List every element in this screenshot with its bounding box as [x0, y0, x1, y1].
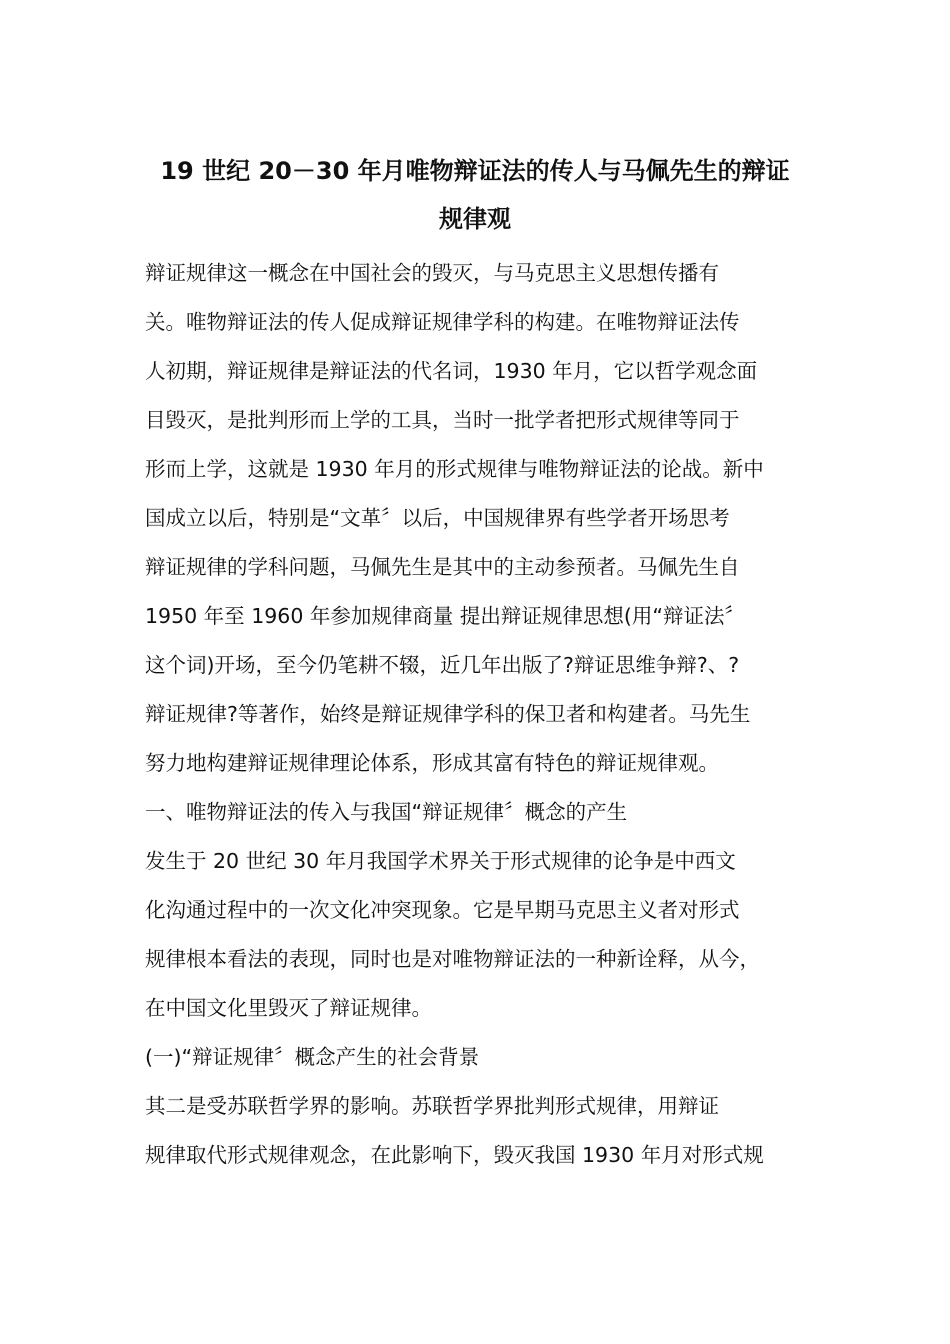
body-line-19: 规律取代形式规律观念，在此影响下，毁灭我国 1930 年月对形式规	[145, 1143, 764, 1167]
section-heading: 一、唯物辩证法的传入与我国“辩证规律〞概念的产生	[145, 800, 628, 824]
body-line-9: 这个词)开场，至今仍笔耕不辍，近几年出版了?辩证思维争辩?、?	[145, 653, 740, 677]
body-line-7: 辩证规律的学科问题，马佩先生是其中的主动参预者。马佩先生自	[145, 555, 740, 579]
body-line-15: 规律根本看法的表现，同时也是对唯物辩证法的一种新诠释，从今，	[145, 947, 760, 971]
body-line-6: 国成立以后，特别是“文革〞以后，中国规律界有些学者开场思考	[145, 506, 730, 530]
body-line-5: 形而上学，这就是 1930 年月的形式规律与唯物辩证法的论战。新中	[145, 457, 764, 481]
body-line-3: 人初期，辩证规律是辩证法的代名词，1930 年月，它以哲学观念面	[145, 359, 758, 383]
body-line-16: 在中国文化里毁灭了辩证规律。	[145, 996, 432, 1020]
document-title-line-1: 19 世纪 20－30 年月唯物辩证法的传人与马佩先生的辩证	[160, 157, 790, 185]
body-line-13: 发生于 20 世纪 30 年月我国学术界关于形式规律的论争是中西文	[145, 849, 736, 873]
subsection-heading: (一)“辩证规律〞概念产生的社会背景	[145, 1045, 480, 1069]
body-line-10: 辩证规律?等著作，始终是辩证规律学科的保卫者和构建者。马先生	[145, 702, 751, 726]
body-line-18: 其二是受苏联哲学界的影响。苏联哲学界批判形式规律，用辩证	[145, 1094, 719, 1118]
document-title-line-2: 规律观	[439, 205, 511, 233]
body-line-8: 1950 年至 1960 年参加规律商量 提出辩证规律思想(用“辩证法〞	[145, 604, 746, 628]
body-line-2: 关。唯物辩证法的传人促成辩证规律学科的构建。在唯物辩证法传	[145, 310, 740, 334]
body-line-14: 化沟通过程中的一次文化冲突现象。它是早期马克思主义者对形式	[145, 898, 740, 922]
body-line-11: 努力地构建辩证规律理论体系，形成其富有特色的辩证规律观。	[145, 751, 719, 775]
body-line-1: 辩证规律这一概念在中国社会的毁灭，与马克思主义思想传播有	[145, 261, 719, 285]
body-line-4: 目毁灭，是批判形而上学的工具，当时一批学者把形式规律等同于	[145, 408, 740, 432]
